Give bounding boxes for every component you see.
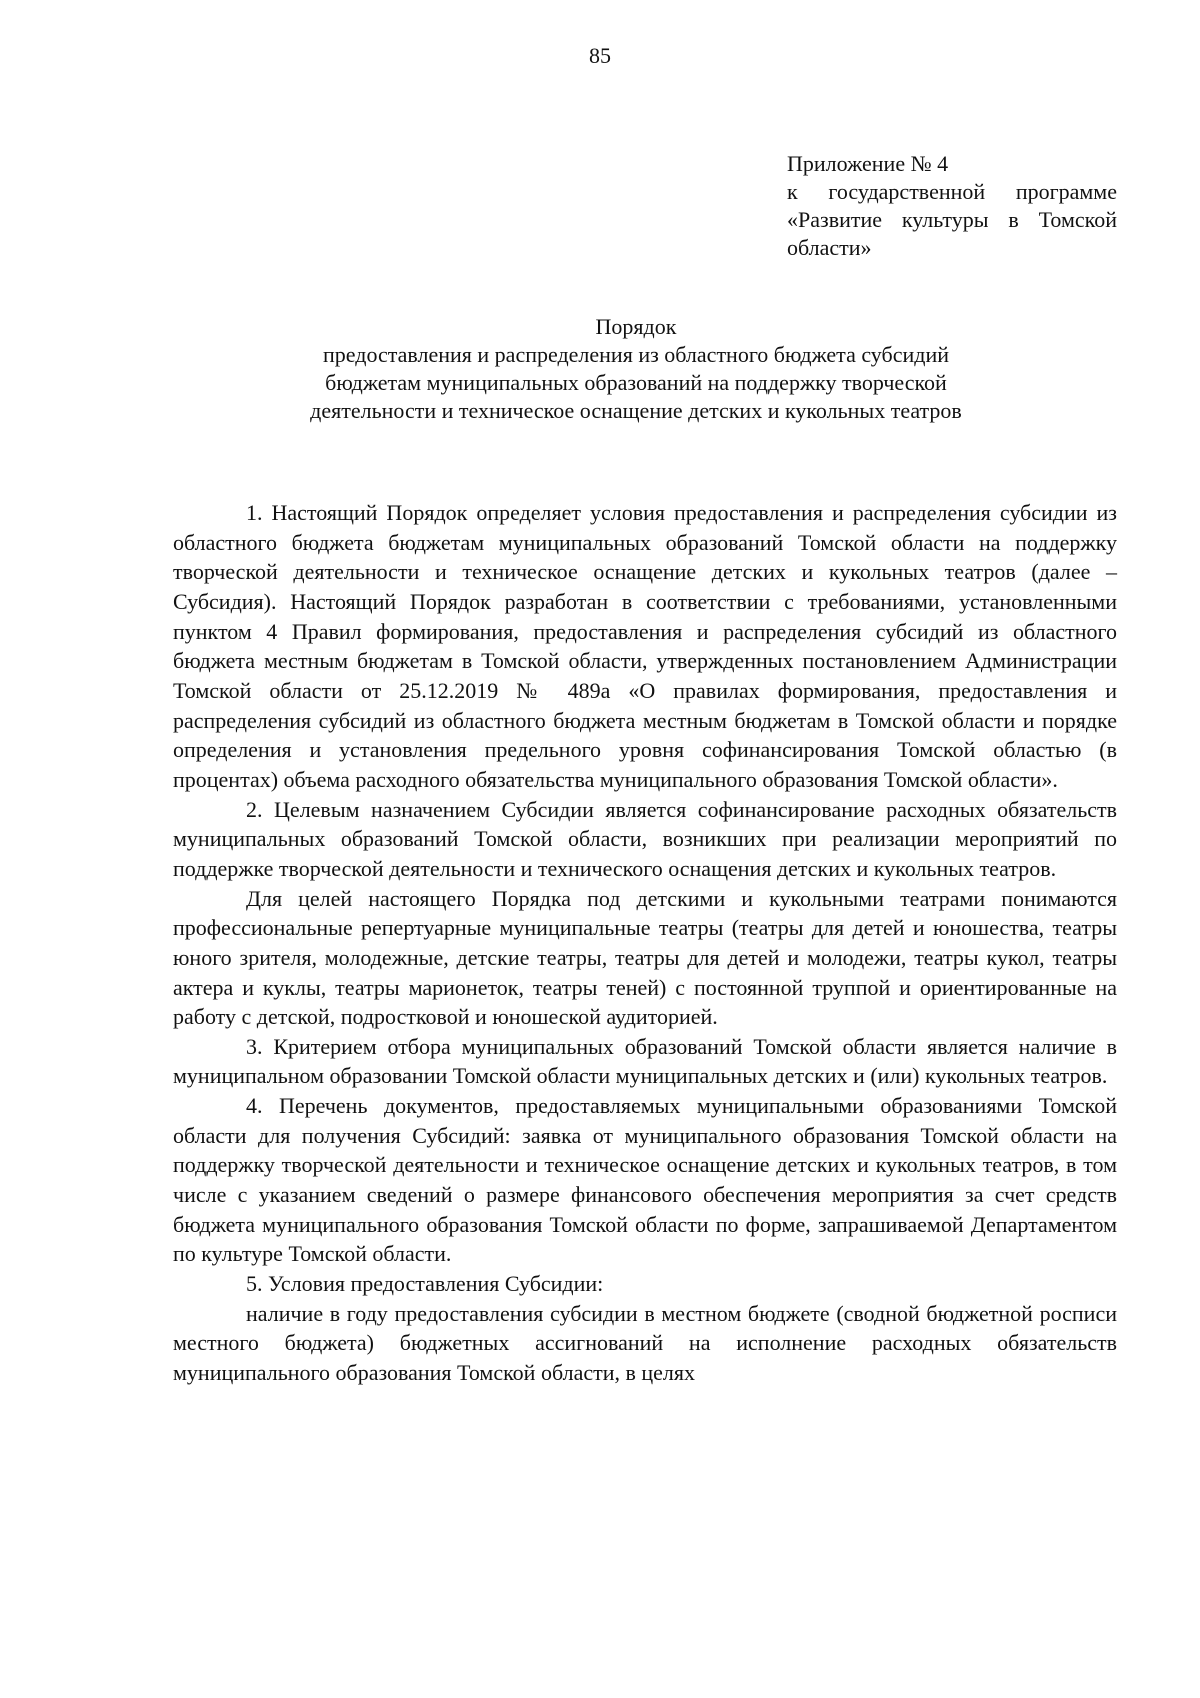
title-line: предоставления и распределения из областного бюджета субсидий <box>323 342 949 367</box>
appendix-line: Приложение № 4 <box>787 151 949 176</box>
appendix-line: к государственной программе <box>787 179 1117 204</box>
title-line: бюджетам муниципальных образований на поддержку творческой <box>325 370 947 395</box>
title-heading: Порядок <box>595 314 677 339</box>
title-line: деятельности и техническое оснащение детских и кукольных театров <box>310 398 962 423</box>
paragraph-1: 1. Настоящий Порядок определяет условия предоставления и распределения субсидии из областного бюджета бюджетам муниципальных образований Томской области на поддержку творческой деятельности и техническое оснащение детских и кукольных театров (далее – Субсидия). Настоящий Порядок разработан в соответствии с требованиями, установленными пунктом 4 Правил формирования, предоставления и распределения субсидий из областного бюджета местным бюджетам в Томской области, утвержденных постановлением Администрации Томской области от 25.12.2019 № 489а «О правилах формирования, предоставления и распределения субсидий из областного бюджета местным бюджетам в Томской области и порядке определения и установления предельного уровня софинансирования Томской областью (в процентах) объема расходного обязательства муниципального образования Томской области». <box>173 500 1117 792</box>
paragraph-5: 5. Условия предоставления Субсидии: <box>246 1271 604 1297</box>
paragraph-2-definition: Для целей настоящего Порядка под детскими и кукольными театрами понимаются профессиональные репертуарные муниципальные театры (театры для детей и юношества, театры юного зрителя, молодежные, детские театры, театры для детей и молодежи, театры кукол, театры актера и куклы, театры марионеток, театры теней) с постоянной труппой и ориентированные на работу с детской, подростковой и юношеской аудиторией. <box>173 885 1117 1030</box>
paragraph-4: 4. Перечень документов, предоставляемых муниципальными образованиями Томской области для получения Субсидий: заявка от муниципального образования Томской области на поддержку творческой деятельности и техническое оснащение детских и кукольных театров, в том числе с указанием сведений о размере финансового обеспечения мероприятия за счет средств бюджета муниципального образования Томской области по форме, запрашиваемой Департаментом по культуре Томской области. <box>173 1093 1117 1267</box>
appendix-line: «Развитие культуры в Томской <box>787 207 1117 232</box>
appendix-block <box>787 150 1117 262</box>
document-title <box>200 313 1072 425</box>
page-number: 85 <box>589 43 611 68</box>
paragraph-3: 3. Критерием отбора муниципальных образований Томской области является наличие в муниципальном образовании Томской области муниципальных детских и (или) кукольных театров. <box>173 1033 1117 1089</box>
document-body <box>173 498 1117 1388</box>
paragraph-5-condition: наличие в году предоставления субсидии в местном бюджете (сводной бюджетной росписи местного бюджета) бюджетных ассигнований на исполнение расходных обязательств муниципального образования Томской области, в целях <box>173 1300 1117 1386</box>
paragraph-2: 2. Целевым назначением Субсидии является софинансирование расходных обязательств муниципальных образований Томской области, возникших при реализации мероприятий по поддержке творческой деятельности и технического оснащения детских и кукольных театров. <box>173 796 1117 881</box>
appendix-line: области» <box>787 235 872 260</box>
